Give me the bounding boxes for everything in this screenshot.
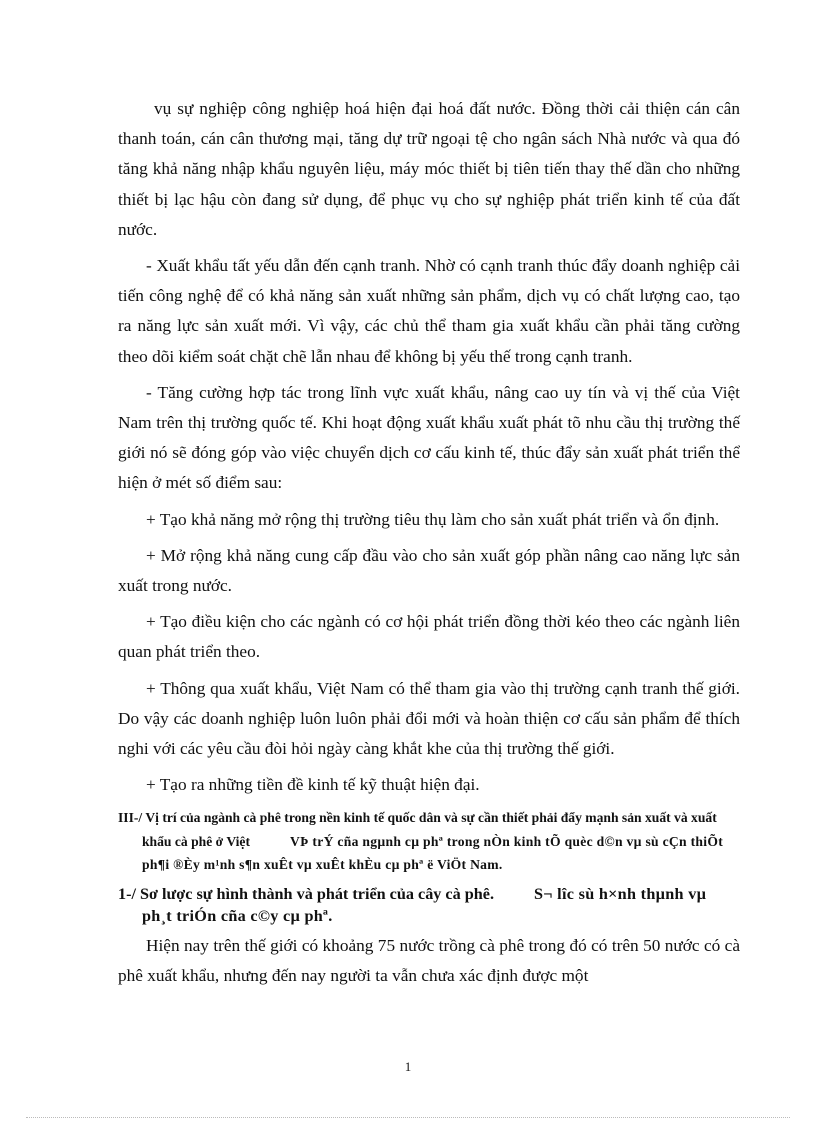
paragraph-coffee-countries: Hiện nay trên thế giới có khoảng 75 nước trồng cà phê trong đó có trên 50 nước có cà phê xuất khẩu, nhưng đến nay người ta vẫn chưa xác định được một [118, 935, 740, 986]
bullet-industry-development: + Tạo điều kiện cho các ngành có cơ hội phát triển đồng thời kéo theo các ngành liên quan phát triển theo. [118, 612, 740, 662]
page-bottom-divider [26, 1117, 790, 1118]
page-number: 1 [404, 1059, 412, 1074]
bullet-world-market: + Thông qua xuất khẩu, Việt Nam có thể tham gia vào thị trường cạnh tranh thế giới. Do vậy các doanh nghiệp luôn luôn phải đổi mới và hoàn thiện cơ cấu sản phẩm để thích nghi với các yêu cầu đòi hỏi ngày càng khắt khe của thị trường thế giới. [118, 678, 740, 759]
subsection-heading-text: 1-/ Sơ lược sự hình thành và phát triển của cây cà phê. [118, 884, 494, 903]
section-heading-garbled: VÞ trÝ cña ngµnh cµ phª trong nÒn kinh tÕ quèc d©n vµ sù cÇn thiÕt ph¶i ®Èy m¹nh s¶n xuÊt vµ xuÊt khÈu cµ phª ë ViÖt Nam. [142, 833, 724, 873]
paragraph-cooperation: - Tăng cường hợp tác trong lĩnh vực xuất khẩu, nâng cao uy tín và vị thế của Việt Nam trên thị trường quốc tế. Khi hoạt động xuất khẩu xuất phát tõ nhu cầu thị trường thế giới nó sẽ đóng góp vào việc chuyển dịch cơ cấu kinh tế, thúc đẩy sản xuất phát triển thể hiện ở mét số điểm sau: [118, 382, 740, 493]
subsection-heading-garbled: S¬ lîc sù h×nh thµnh vµ ph¸t triÓn cña c©y cµ phª. [142, 884, 707, 925]
paragraph-competition: - Xuất khẩu tất yếu dẫn đến cạnh tranh. Nhờ có cạnh tranh thúc đẩy doanh nghiệp cải tiến công nghệ để có khả năng sản xuất những sản phẩm, dịch vụ có chất lượng cao, tạo ra năng lực sản xuất mới. Vì vậy, các chủ thể tham gia xuất khẩu cần phải tăng cường theo dõi kiểm soát chặt chẽ lẫn nhau để không bị yếu thế trong cạnh tranh. [118, 256, 740, 366]
paragraph-export-benefits: vụ sự nghiệp công nghiệp hoá hiện đại hoá đất nước. Đồng thời cải thiện cán cân thanh toán, cán cân thương mại, tăng dự trữ ngoại tệ cho ngân sách Nhà nước và qua đó tăng khả năng nhập khẩu nguyên liệu, máy móc thiết bị tiên tiến thay thế dần cho những thiết bị lạc hậu còn đang sử dụng, để phục vụ cho sự nghiệp phát triển kinh tế của đất nước. [118, 99, 740, 239]
subsection-heading [118, 883, 740, 927]
bullet-technical-premises: + Tạo ra những tiền đề kinh tế kỹ thuật hiện đại. [146, 775, 480, 795]
body-text [118, 94, 740, 997]
section-heading [118, 806, 740, 877]
bullet-market-expansion: + Tạo khả năng mở rộng thị trường tiêu thụ làm cho sản xuất phát triển và ổn định. [146, 509, 720, 529]
bullet-input-supply: + Mở rộng khả năng cung cấp đầu vào cho sản xuất góp phần nâng cao năng lực sản xuất trong nước. [118, 545, 740, 596]
section-heading-text: III-/ Vị trí của ngành cà phê trong nền kinh tế quốc dân và sự cần thiết phải đẩy mạnh sản xuất và xuất khẩu cà phê ở Việt [118, 810, 717, 849]
